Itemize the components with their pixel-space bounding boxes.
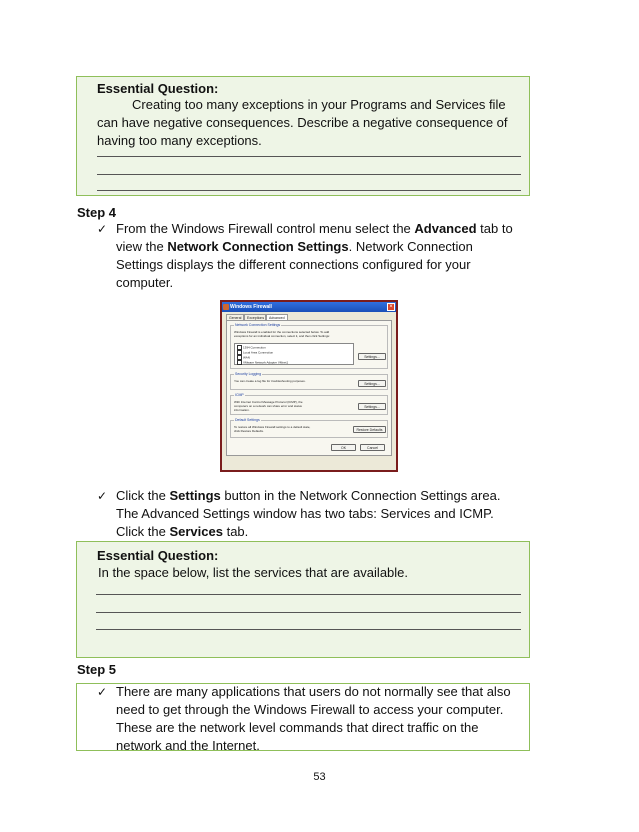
windows-firewall-screenshot [220,300,398,472]
firewall-icon [223,304,229,310]
group-text: You can create a log file for troubleshooting purposes. [234,379,306,383]
essential-question-text-line2: can have negative consequences. Describe a negative consequence of [97,115,508,130]
tab-advanced[interactable]: Advanced [266,314,288,320]
essential-question-prompt: In the space below, list the services that are available. [98,565,409,580]
dialog-title-bar: Windows Firewall [222,302,396,312]
checkmark-icon: ✓ [97,489,108,503]
essential-question-box-1 [76,76,530,196]
group-text: To restore all Windows Firewall settings to a default state, [234,425,311,429]
tab-exceptions[interactable]: Exceptions [244,314,266,320]
group-text: click Restore Defaults. [234,429,264,433]
answer-line[interactable] [97,156,521,157]
connection-item[interactable]: 1394 Connection [237,345,266,350]
step-4-bullet-1: From the Windows Firewall control menu select the Advanced tab to view the Network Connection Settings. Network Connection Settings displays the different connections configured for your computer. [116,221,513,290]
close-icon[interactable]: × [387,303,395,311]
step-4-title: Step 4 [77,205,117,220]
connection-item[interactable]: VMware Network Adapter VMnet1 [237,360,288,365]
icmp-group [230,395,388,415]
group-text: exceptions for an individual connection, select it, and then click Settings: [234,334,330,338]
essential-question-text-line1: Creating too many exceptions in your Programs and Services file [132,97,506,112]
essential-question-box-2 [76,541,530,658]
essential-question-text-line3: having too many exceptions. [97,133,262,148]
answer-line[interactable] [96,612,521,613]
connection-list[interactable] [234,343,354,365]
checkmark-icon: ✓ [97,222,108,236]
group-text: With Internet Control Message Protocol (ICMP), the [234,400,303,404]
default-settings-group [230,420,388,438]
essential-question-title: Essential Question: [97,548,219,563]
connection-item[interactable]: Local Area Connection [237,350,273,355]
security-logging-group [230,374,388,390]
group-label: Security Logging [235,372,262,376]
checkmark-icon: ✓ [97,685,108,699]
tab-general[interactable]: General [226,314,244,320]
essential-question-title: Essential Question: [97,81,219,96]
answer-line[interactable] [96,594,521,595]
group-text: Windows Firewall is enabled for the connections selected below. To add [234,330,330,334]
step-5-title: Step 5 [77,662,117,677]
step-5-bullet: There are many applications that users do not normally see that also need to get through the Windows Firewall to access your computer. These are the network level commands that direct traffic on the network and the Internet. [116,684,511,753]
step-4-bullet-2: Click the Settings button in the Network Connection Settings area. The Advanced Settings window has two tabs: Services and ICMP. Click the Services tab. [116,488,501,539]
group-text: information. [234,408,250,412]
answer-line[interactable] [97,174,521,175]
ok-button[interactable]: OK [331,444,356,451]
network-connection-settings-group [230,325,388,369]
step-5-box [76,683,530,751]
cancel-button[interactable]: Cancel [360,444,385,451]
group-text: computers on a network can share error and status [234,404,302,408]
page-number: 53 [313,771,326,783]
group-label: ICMP [235,393,244,397]
group-label: Network Connection Settings [235,323,281,327]
logging-settings-button[interactable]: Settings... [358,380,386,387]
group-label: Default Settings [235,418,260,422]
answer-line[interactable] [97,190,521,191]
network-settings-button[interactable]: Settings... [358,353,386,360]
connection-item[interactable]: WAN [237,355,250,360]
restore-defaults-button[interactable]: Restore Defaults [353,426,386,433]
answer-line[interactable] [96,629,521,630]
advanced-panel [226,320,392,456]
icmp-settings-button[interactable]: Settings... [358,403,386,410]
